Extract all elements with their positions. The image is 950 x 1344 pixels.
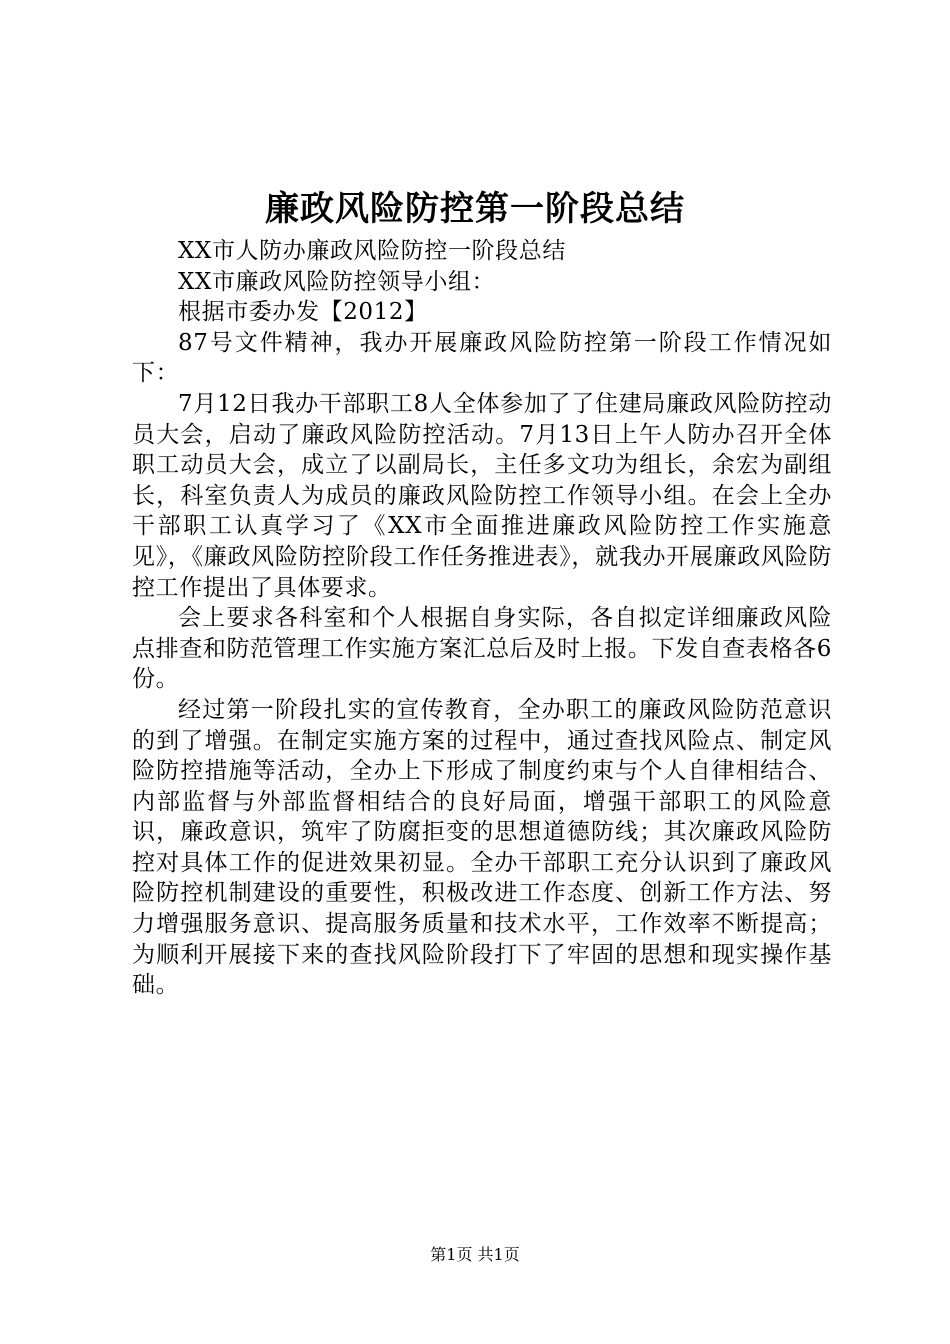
paragraph-meeting: 7月12日我办干部职工8人全体参加了了住建局廉政风险防控动员大会，启动了廉政风险防控活动。7月13日上午人防办召开全体职工动员大会，成立了以副局长，主任多文功为组长，余宏为副组长，科室负责人为成员的廉政风险防控工作领导小组。在会上全办干部职工认真学习了《XX市全面推进廉政风险防控工作实施意见》，《廉政风险防控阶段工作任务推进表》，就我办开展廉政风险防控工作提出了具体要求。 bbox=[132, 390, 832, 601]
paragraph-results: 经过第一阶段扎实的宣传教育，全办职工的廉政风险防范意识的到了增强。在制定实施方案的过程中，通过查找风险点、制定风险防控措施等活动，全办上下形成了制度约束与个人自律相结合、内部监督与外部监督相结合的良好局面，增强干部职工的风险意识，廉政意识，筑牢了防腐拒变的思想道德防线；其次廉政风险防控对具体工作的促进效果初显。全办干部职工充分认识到了廉政风险防控机制建设的重要性，积极改进工作态度、创新工作方法、努力增强服务意识、提高服务质量和技术水平，工作效率不断提高；为顺利开展接下来的查找风险阶段打下了牢固的思想和现实操作基础。 bbox=[132, 696, 832, 999]
paragraph-requirements: 会上要求各科室和个人根据自身实际，各自拟定详细廉政风险点排查和防范管理工作实施方案汇总后及时上报。下发自查表格各6份。 bbox=[132, 605, 832, 693]
document-body bbox=[132, 236, 832, 1001]
page-title: 廉政风险防控第一阶段总结 bbox=[265, 189, 685, 229]
paragraph-intro: 87号文件精神，我办开展廉政风险防控第一阶段工作情况如下： bbox=[132, 329, 832, 387]
paragraph-reference: 根据市委办发【2012】 bbox=[178, 299, 428, 326]
page-footer: 第1页 共1页 bbox=[430, 1245, 520, 1264]
paragraph-salutation: XX市廉政风险防控领导小组： bbox=[178, 268, 496, 295]
paragraph-subtitle: XX市人防办廉政风险防控一阶段总结 bbox=[178, 238, 566, 264]
